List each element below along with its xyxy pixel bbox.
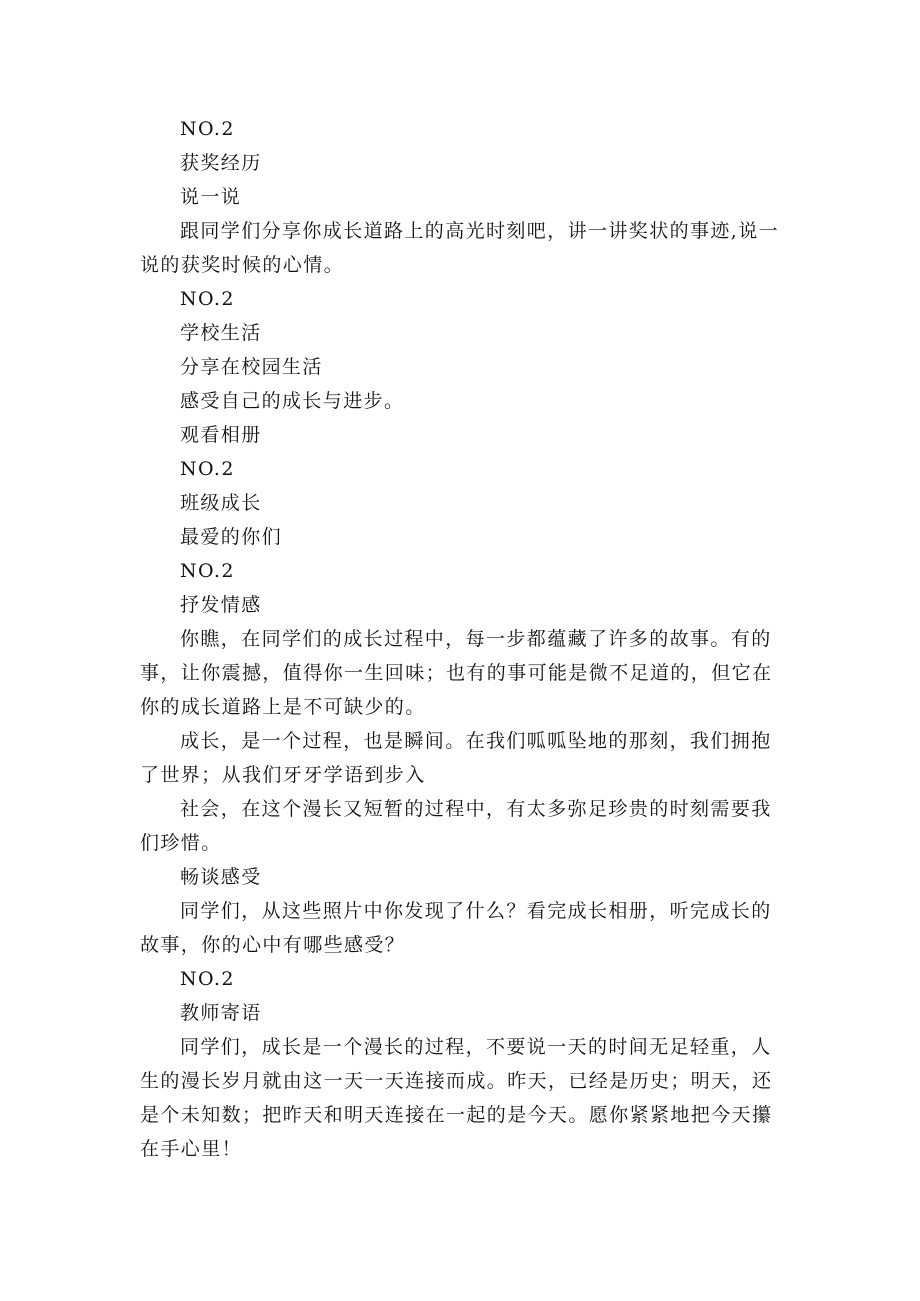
section-number: NO.2 [180, 560, 235, 582]
paragraph: 跟同学们分享你成长道路上的高光时刻吧，讲一讲奖状的事迹,说一说的获奖时候的心情。 [140, 220, 780, 276]
subheading: 观看相册 [180, 424, 262, 446]
section-heading: 学校生活 [180, 322, 262, 344]
section-heading: 教师寄语 [180, 1002, 262, 1024]
paragraph: 社会，在这个漫长又短暂的过程中，有太多弥足珍贵的时刻需要我们珍惜。 [140, 798, 772, 854]
subheading: 分享在校园生活 [180, 356, 323, 378]
paragraph: 感受自己的成长与进步。 [180, 390, 405, 412]
section-heading: 获奖经历 [180, 152, 262, 174]
subheading: 说一说 [180, 186, 242, 208]
paragraph: 同学们，从这些照片中你发现了什么？看完成长相册，听完成长的故事，你的心中有哪些感受？ [140, 900, 772, 956]
section-number: NO.2 [180, 968, 235, 990]
paragraph: 成长，是一个过程，也是瞬间。在我们呱呱坠地的那刻，我们拥抱了世界；从我们牙牙学语到步入 [140, 730, 772, 786]
section-number: NO.2 [180, 288, 235, 310]
paragraph: 你瞧，在同学们的成长过程中，每一步都蕴藏了许多的故事。有的事，让你震撼，值得你一生回味；也有的事可能是微不足道的，但它在你的成长道路上是不可缺少的。 [140, 628, 773, 718]
section-number: NO.2 [180, 118, 235, 140]
section-heading: 抒发情感 [180, 594, 262, 616]
section-heading: 班级成长 [180, 492, 262, 514]
section-number: NO.2 [180, 458, 235, 480]
document-body [140, 112, 785, 1166]
paragraph: 同学们，成长是一个漫长的过程，不要说一天的时间无足轻重，人生的漫长岁月就由这一天一天连接而成。昨天，已经是历史；明天，还是个未知数；把昨天和明天连接在一起的是今天。愿你紧紧地把今天攥在手心里！ [140, 1036, 773, 1160]
subheading: 最爱的你们 [180, 526, 283, 548]
subheading: 畅谈感受 [180, 866, 262, 888]
